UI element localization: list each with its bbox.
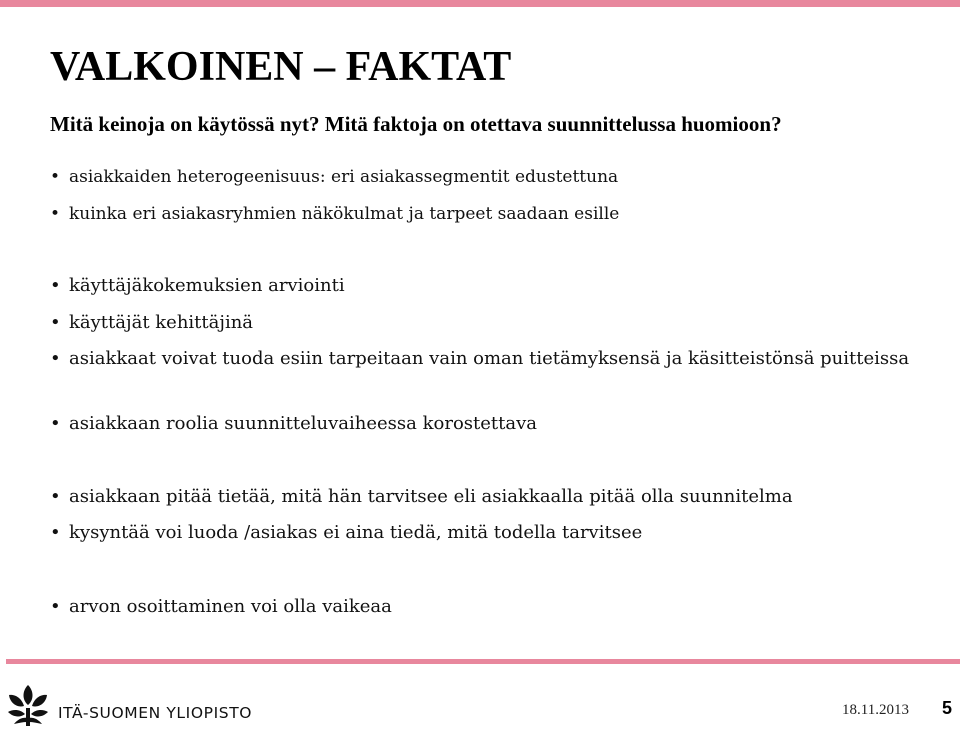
bullet-item (50, 412, 930, 436)
bullet-text: asiakkaan pitää tietää, mitä hän tarvitsee eli asiakkaalla pitää olla suunnitelma (69, 486, 793, 507)
page-number: 5 (942, 698, 953, 718)
bullet-icon: • (50, 596, 61, 617)
bullet-icon: • (50, 413, 61, 434)
bullet-text: käyttäjäkokemuksien arviointi (69, 275, 345, 296)
bullet-text: käyttäjät kehittäjinä (69, 312, 254, 333)
uef-logo-icon (5, 681, 51, 727)
bullet-text: kuinka eri asiakasryhmien näkökulmat ja tarpeet saadaan esille (69, 204, 620, 224)
bullet-icon: • (50, 275, 61, 296)
bullet-item (50, 347, 930, 371)
university-name: ITÄ-SUOMEN YLIOPISTO (58, 704, 253, 722)
bullet-item (50, 485, 930, 509)
bullet-item (50, 521, 930, 545)
bullet-icon: • (50, 486, 61, 507)
slide-date: 18.11.2013 (842, 702, 909, 718)
bullet-item (50, 311, 930, 335)
bottom-accent-stripe (6, 659, 960, 664)
bullet-icon: • (50, 167, 61, 187)
bullet-icon: • (50, 204, 61, 224)
slide-title: VALKOINEN – FAKTAT (50, 44, 512, 90)
bullet-icon: • (50, 522, 61, 543)
bullet-item (50, 595, 930, 619)
slide-subtitle: Mitä keinoja on käytössä nyt? Mitä faktoja on otettava suunnittelussa huomioon? (50, 112, 782, 136)
bullet-text: asiakkaan roolia suunnitteluvaiheessa korostettava (69, 413, 538, 434)
bullet-text: kysyntää voi luoda /asiakas ei aina tiedä, mitä todella tarvitsee (69, 522, 643, 543)
bullet-text: asiakkaat voivat tuoda esiin tarpeitaan vain oman tietämyksensä ja käsitteistönsä puitteissa (69, 348, 910, 369)
top-accent-stripe (0, 0, 960, 7)
bullet-text: arvon osoittaminen voi olla vaikeaa (69, 596, 392, 617)
bullet-item (50, 274, 930, 298)
bullet-icon: • (50, 348, 61, 369)
bullet-icon: • (50, 312, 61, 333)
bullet-item (50, 202, 930, 226)
bullet-text: asiakkaiden heterogeenisuus: eri asiakassegmentit edustettuna (69, 167, 619, 187)
bullet-item (50, 165, 930, 189)
